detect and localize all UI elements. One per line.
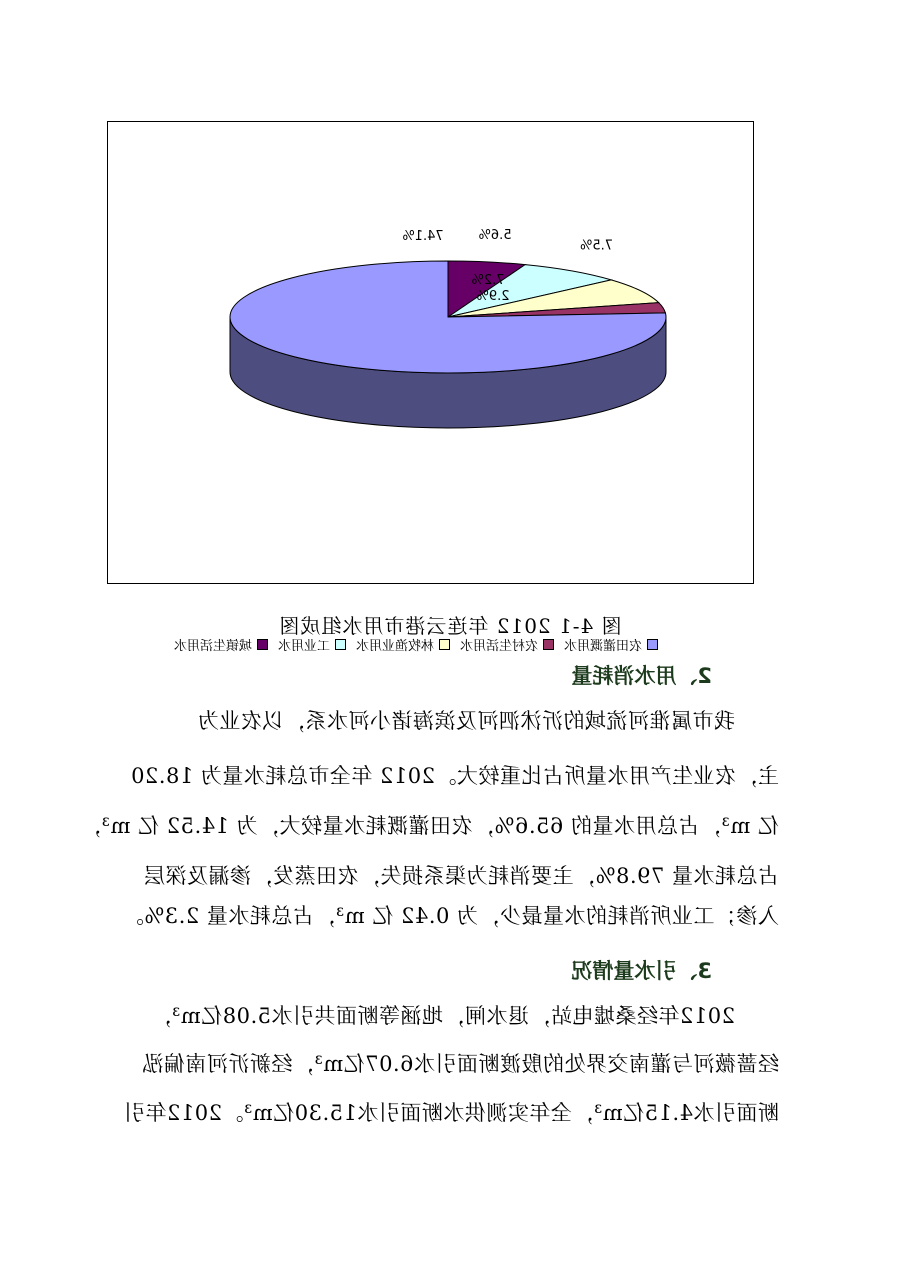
legend-swatch: [335, 639, 346, 650]
figure-caption: 图 4-1 2012 年连云港市用水组成图: [278, 614, 622, 638]
pie-data-label: 7.5%: [580, 238, 614, 254]
legend-swatch: [647, 639, 658, 650]
pie-data-label: 74.1%: [402, 229, 444, 244]
paragraph-line: 主，农业生产用水量所占比重较大。2012 年全市总耗水量为 18.20: [130, 764, 779, 788]
legend-label: 林牧渔业用水: [355, 639, 434, 654]
pie-data-label: 5.6%: [478, 227, 512, 243]
section-heading-water-consumption: 2、用水消耗量: [571, 664, 712, 688]
paragraph-line: 经蔷薇河与灌南交界处的殷渡断面引水6.07亿m³，经新沂河南偏泓: [141, 1052, 779, 1076]
legend-swatch: [543, 639, 554, 650]
paragraph-line: 2012年经桑墟电站，退水闸，地涵等断面共引水5.08亿m³，: [149, 1004, 735, 1028]
legend-swatch: [257, 639, 268, 650]
paragraph-line: 占总耗水量 79.8%，主要消耗为渠系损失，农田蒸发，渗漏及深层: [143, 864, 779, 888]
pie-data-label: 2.9%: [476, 289, 510, 304]
legend-label: 工业用水: [277, 639, 330, 654]
legend-label: 农田灌溉用水: [563, 639, 642, 654]
pie-data-label: 7.2%: [471, 273, 505, 288]
legend-label: 农村生活用水: [459, 639, 538, 654]
pie-chart: [108, 122, 753, 583]
legend-label: 城镇生活用水: [173, 639, 252, 654]
paragraph-line: 断面引水4.15亿m³，全年实测供水断面引水15.30亿m³。2012年引: [123, 1101, 779, 1125]
section-heading-water-diversion: 3、引水量情况: [571, 959, 712, 983]
paragraph-line: 我市属淮河流域的沂沭泗河及滨海诸小河水系，以农业为: [197, 709, 735, 733]
legend-swatch: [439, 639, 450, 650]
paragraph-line: 亿 m³，占总用水量的 65.6%，农田灌溉耗水量较大，为 14.52 亿 m³，: [79, 814, 779, 838]
paragraph-line: 入渗；工业所消耗的水量最少，为 0.42 亿 m³，占总耗水量 2.3%。: [122, 904, 779, 928]
